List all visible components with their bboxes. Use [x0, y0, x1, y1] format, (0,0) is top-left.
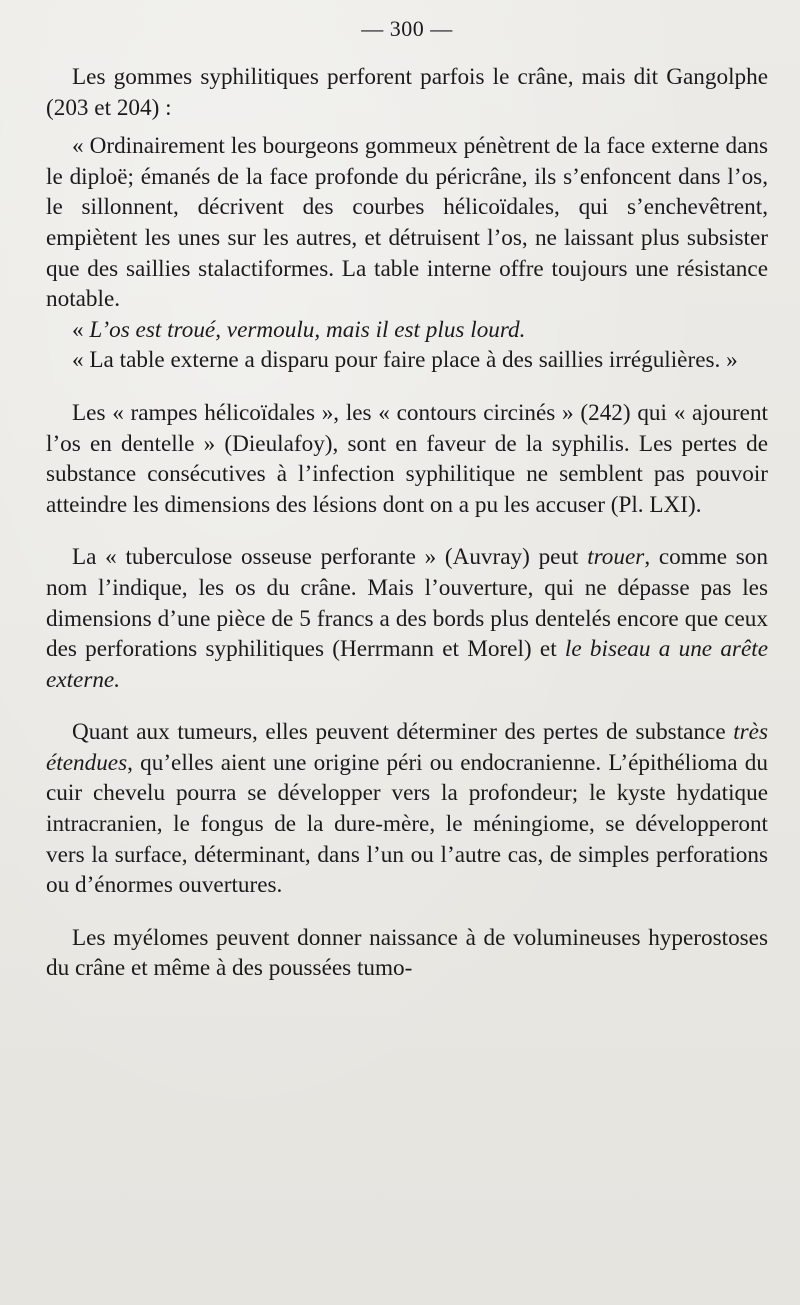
tumeurs-text-a: Quant aux tumeurs, elles peuvent déterminer des pertes de substance: [72, 719, 734, 746]
paragraph-myelomes: Les myélomes peuvent donner naissance à de volumineuses hyperostoses du crâne et même à des poussées tumo-: [46, 924, 768, 982]
paragraph-gommes: Les gommes syphilitiques perforent parfois le crâne, mais dit Gangolphe (203 et 204) :: [46, 64, 768, 121]
tumeurs-italic-etendues: très étendues: [46, 719, 768, 776]
paragraph-rampes: Les « rampes hélicoïdales », les « contours circinés » (242) qui « ajourent l’os en dentelle » (Dieulafoy), sont en faveur de la syphilis. Les pertes de substance consécutives à l’infection syphilitique ne semblent pas pouvoir atteindre les dimensions des lésions dont on a pu les accuser (Pl. LXI).: [46, 399, 768, 518]
paragraph-tumeurs: [46, 717, 768, 901]
quote-open-mark: «: [72, 316, 90, 343]
paragraph-tuberculose: [46, 542, 768, 695]
quote-table-externe: « La table externe a disparu pour faire place à des saillies irrégulières. »: [72, 347, 738, 374]
quote-os-troue: [46, 315, 768, 346]
tuberculose-italic-trouer: trouer: [587, 544, 645, 571]
quote-ordinairement: « Ordinairement les bourgeons gommeux pénètrent de la face externe dans le diploë; émanés de la face profonde du péricrâne, ils s’enfoncent dans l’os, le sillonnent, décrivent des courbes hélicoïdales, qui s’enchevêtrent, empiètent les unes sur les autres, et détruisent l’os, ne laissant plus subsister que des saillies stalactiformes. La table interne offre toujours une résistance notable.: [46, 133, 768, 313]
tuberculose-text-b: , comme son nom l’indique, les os du crâne. Mais l’ouverture, qui ne dépasse pas les dimensions d’une pièce de 5 francs a des bords plus dentelés encore que ceux des perforations syphilitiques (Herrmann et Morel) et: [46, 544, 768, 663]
tuberculose-italic-biseau: le biseau a une arête externe.: [46, 636, 768, 693]
quote-os-troue-italic: L’os est troué, vermoulu, mais il est plus lourd.: [89, 316, 526, 343]
page-number: — 300 —: [361, 16, 453, 41]
tuberculose-text-a: La « tuberculose osseuse perforante » (Auvray) peut: [72, 544, 588, 571]
tumeurs-text-b: , qu’elles aient une origine péri ou endocranienne. L’épithélioma du cuir chevelu pourra se développer vers la profondeur; le kyste hydatique intracranien, le fongus de la dure-mère, le méningiome, se développeront vers la surface, déterminant, dans l’un ou l’autre cas, de simples perforations ou d’énormes ouvertures.: [46, 749, 768, 899]
